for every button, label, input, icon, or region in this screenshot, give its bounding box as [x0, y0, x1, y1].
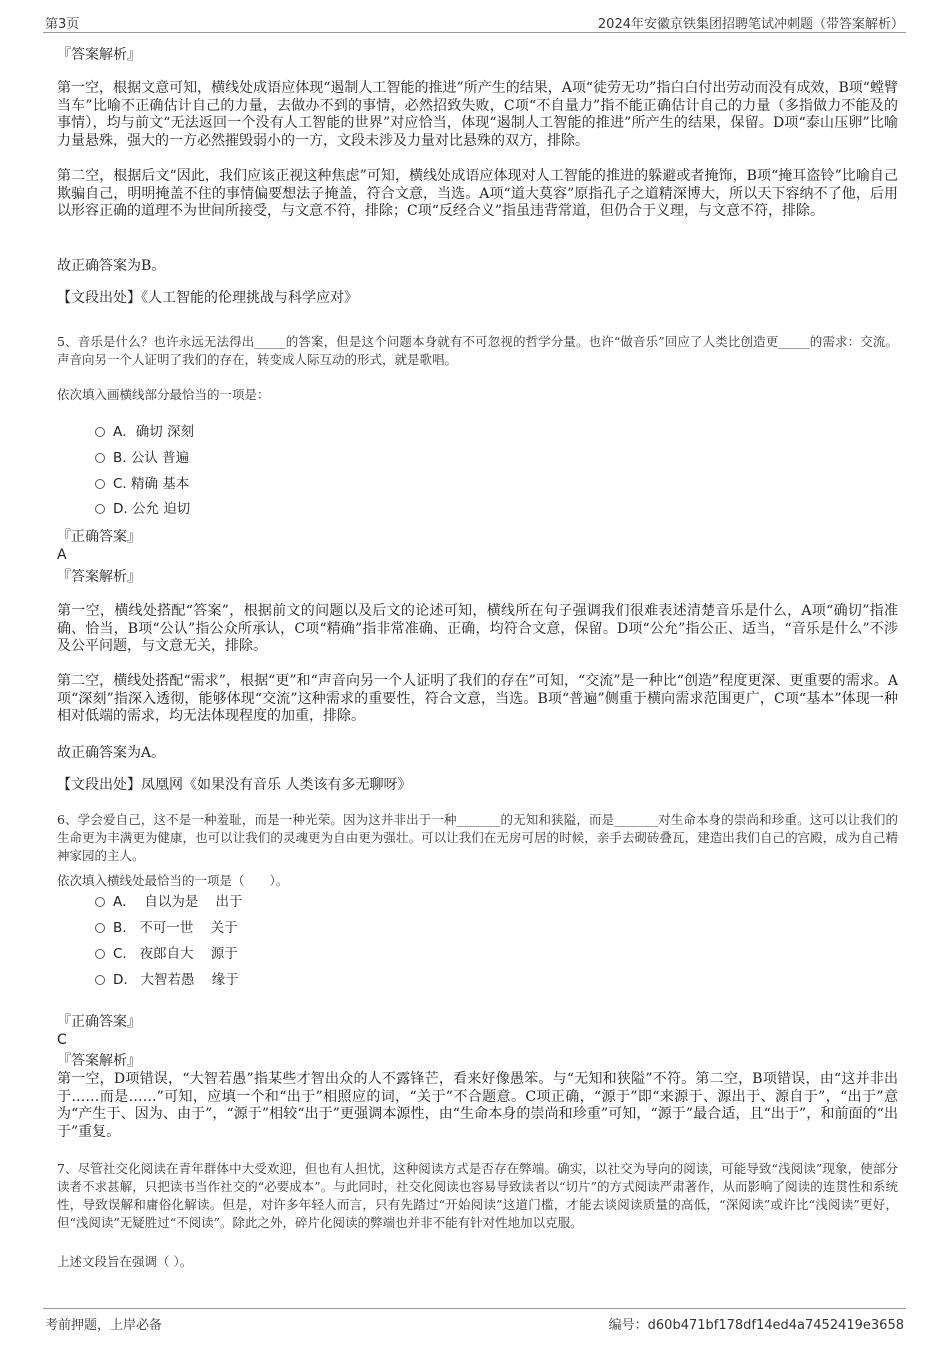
q5-analysis-label: 『答案解析』 [57, 569, 141, 585]
radio-icon[interactable] [95, 897, 105, 907]
q5-source: 【文段出处】凤凰网《如果没有音乐 人类该有多无聊呀》 [57, 777, 412, 793]
q5-option-a[interactable]: A．确切 深刻 [95, 422, 194, 442]
q5-option-c[interactable]: C. 精确 基本 [95, 474, 189, 494]
footer-slogan: 考前押题，上岸必备 [45, 1318, 163, 1333]
page-header [43, 12, 906, 33]
q7-stem: 7、尽管社交化阅读在青年群体中大受欢迎，但也有人担忧，这种阅读方式是否存在弊端。确实，以社交为导向的阅读，可能导致“浅阅读”现象，使部分读者不求甚解，只把读书当作社交的“必要成本”。与此同时，社交化阅读也容易导致读者以“切片”的方式阅读严肃著作，从而影响了阅读的连贯性和系统性，导致误解和庸俗化解读。但是，对许多年轻人而言，只有先踏过“开始阅读”这道门槛，才能去谈阅读质量的高低，“深阅读”或许比“浅阅读”更好，但“浅阅读”无疑胜过“不阅读”。除此之外，碎片化阅读的弊端也并非不能有针对性地加以克服。 [57, 1161, 898, 1230]
q6-analysis-p1: 第一空，D项错误，“大智若愚”指某些才智出众的人不露锋芒，看来好像愚笨。与“无知和狭隘”不符。第二空，B项错误，由“这并非出于……而是……”可知，应填一个和“出于”相照应的词，“关于”不合题意。C项正确，“源于”即“来源于、源出于、源自于”，“出于”意为“产生于、因为、由于”，“源于”相较“出于”更强调本源性，由“生命本身的崇尚和珍重”可知，“源于”最合适，且“出于”，和前面的“出于”重复。 [57, 1071, 898, 1140]
radio-icon[interactable] [95, 949, 105, 959]
q5-option-d[interactable]: D. 公允 迫切 [95, 499, 190, 519]
q4-conclusion: 故正确答案为B。 [57, 258, 166, 274]
q6-option-d[interactable]: D. 大智若愚 缘于 [95, 970, 239, 990]
q5-correct-label: 『正确答案』 [57, 529, 141, 545]
q6-option-a[interactable]: A． 自以为是 出于 [95, 892, 242, 912]
q6-correct-answer: C [57, 1032, 67, 1048]
page-footer [43, 1308, 906, 1333]
document-id: 编号：d60b471bf178df14ed4a7452419e3658 [608, 1318, 904, 1333]
q7-prompt: 上述文段旨在强调（ ）。 [57, 1254, 193, 1269]
radio-icon[interactable] [95, 479, 105, 489]
q4-analysis-p1: 第一空，根据文意可知，横线处成语应体现“遏制人工智能的推进”所产生的结果，A项“徒劳无功”指白白付出劳动而没有成效，B项“螳臂当车”比喻不正确估计自己的力量，去做办不到的事情，必然招致失败，C项“不自量力”指不能正确估计自己的力量（多指做力不能及的事情），均与前文“无法返回一个没有人工智能的世界”对应恰当，体现“遏制人工智能的推进”所产生的结果，保留。D项“泰山压卵”比喻力量悬殊，强大的一方必然摧毁弱小的一方，文段未涉及力量对比悬殊的双方，排除。 [57, 80, 898, 149]
q5-analysis-p2: 第二空，横线处搭配“需求”，根据“更”和“声音向另一个人证明了我们的存在”可知，“交流”是一种比“创造”程度更深、更重要的需求。A项“深刻”指深入透彻，能够体现“交流”这种需求的重要性，符合文意，当选。B项“普遍”侧重于横向需求范围更广，C项“基本”体现一种相对低端的需求，均无法体现程度的加重，排除。 [57, 673, 898, 724]
q5-stem: 5、音乐是什么？也许永远无法得出_____的答案，但是这个问题本身就有不可忽视的哲学分量。也许“做音乐”回应了人类比创造更_____的需求：交流。声音向另一个人证明了我们的存在，转变成人际互动的形式，就是歌唱。 [57, 334, 898, 367]
q6-prompt: 依次填入横线处最恰当的一项是（ ）。 [57, 873, 289, 888]
radio-icon[interactable] [95, 975, 105, 985]
page-number: 第3页 [45, 17, 80, 32]
document-title: 2024年安徽京铁集团招聘笔试冲刺题（带答案解析） [597, 17, 904, 32]
q5-prompt: 依次填入画横线部分最恰当的一项是： [57, 387, 270, 402]
radio-icon[interactable] [95, 427, 105, 437]
q4-source: 【文段出处】《人工智能的伦理挑战与科学应对》 [57, 290, 358, 306]
radio-icon[interactable] [95, 453, 105, 463]
q6-stem: 6、学会爱自己，这不是一种羞耻，而是一种光荣。因为这并非出于一种_______的无知和狭隘，而是_______对生命本身的崇尚和珍重。这可以让我们的生命更为丰满更为健康，也可以让我们的灵魂更为自由更为强壮。可以让我们在无房可居的时候，亲手去砌砖叠瓦，建造出我们自己的宫殿，成为自己精神家园的主人。 [57, 812, 898, 863]
q5-correct-answer: A [57, 547, 67, 563]
q5-conclusion: 故正确答案为A。 [57, 745, 166, 761]
q6-correct-label: 『正确答案』 [57, 1014, 141, 1030]
q4-analysis-label: 『答案解析』 [57, 47, 141, 63]
radio-icon[interactable] [95, 923, 105, 933]
q6-option-c[interactable]: C. 夜郎自大 源于 [95, 944, 238, 964]
q6-analysis-label: 『答案解析』 [57, 1053, 141, 1069]
q5-option-b[interactable]: B. 公认 普遍 [95, 448, 189, 468]
q5-analysis-p1: 第一空，横线处搭配“答案”，根据前文的问题以及后文的论述可知，横线所在句子强调我们很难表述清楚音乐是什么，A项“确切”指准确、恰当，B项“公认”指公众所承认，C项“精确”指非常准确、正确，均符合文意，保留。D项“公允”指公正、适当，“音乐是什么”不涉及公平问题，与文意无关，排除。 [57, 603, 898, 654]
q6-option-b[interactable]: B. 不可一世 关于 [95, 918, 238, 938]
q4-analysis-p2: 第二空，根据后文“因此，我们应该正视这种焦虑”可知，横线处成语应体现对人工智能的推进的躲避或者掩饰，B项“掩耳盗铃”比喻自己欺骗自己，明明掩盖不住的事情偏要想法子掩盖，符合文意，当选。A项“道大莫容”原指孔子之道精深博大，所以天下容纳不了他，后用以形容正确的道理不为世间所接受，与文意不符，排除；C项“反经合义”指虽违背常道，但仍合于义理，与文意不符，排除。 [57, 168, 898, 219]
radio-icon[interactable] [95, 504, 105, 514]
